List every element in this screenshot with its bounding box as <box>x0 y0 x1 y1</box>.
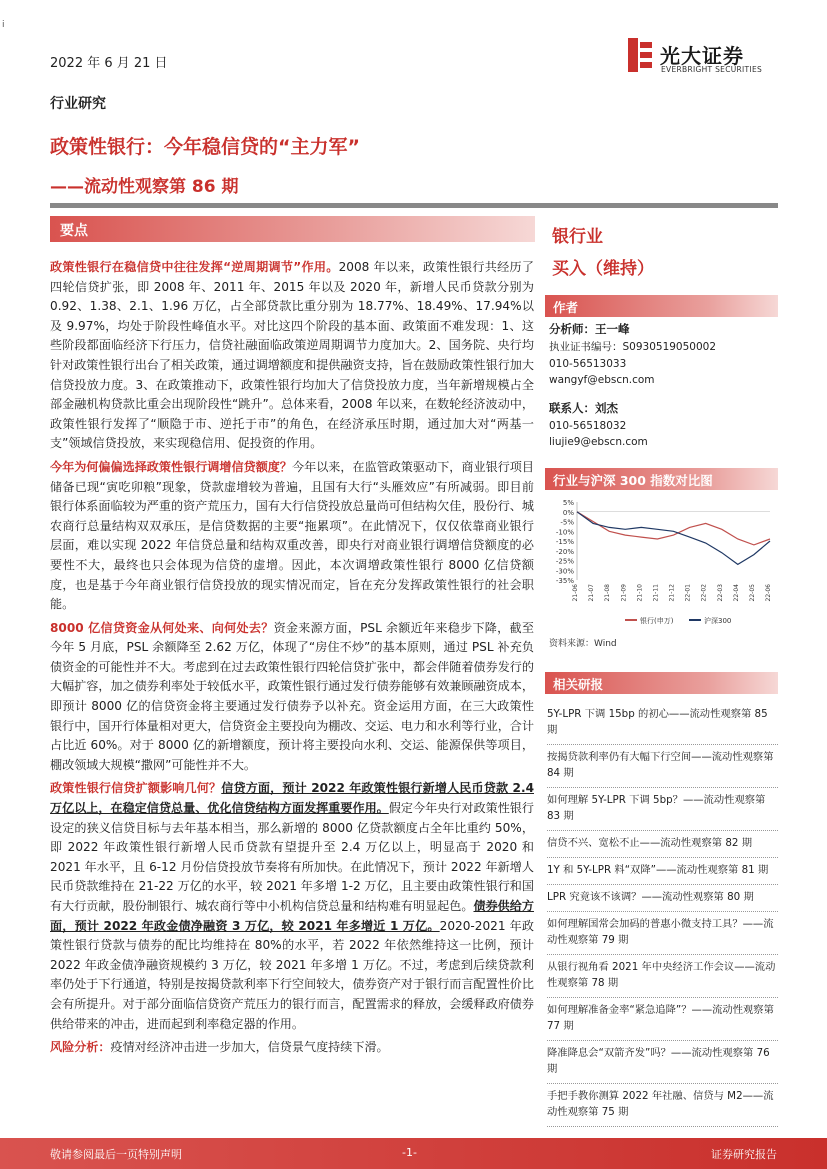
page-footer <box>0 1138 827 1169</box>
related-report-item[interactable]: 手把手教你测算 2022 年社融、信贷与 M2——流动性观察第 75 期 <box>547 1084 778 1127</box>
paragraph-2 <box>50 458 534 615</box>
paragraph-emphasis: 信贷方面，预计 2022 年政策性银行新增人民币贷款 2.4 万亿以上，在稳定信贷总量、优化信贷结构方面发挥重要作用。 <box>50 781 534 816</box>
related-report-item[interactable]: 降准降息会“双箭齐发”吗？——流动性观察第 76 期 <box>547 1041 778 1084</box>
related-report-item[interactable]: LPR 究竟该不该调？——流动性观察第 80 期 <box>547 885 778 912</box>
section-label: 相关研报 <box>553 677 604 692</box>
index-comparison-chart <box>545 492 778 632</box>
x-tick-label: 22-06 <box>765 584 772 602</box>
section-label: 作者 <box>553 300 579 315</box>
page-number: -1- <box>402 1146 417 1159</box>
series-line-hs300 <box>577 512 770 565</box>
paragraph-text: 今年以来，在监管政策驱动下，商业银行项目储备已现“寅吃卯粮”现象，贷款虚增较为普遍，且国有大行“头雁效应”有所减弱。即目前银行体系面临较为严重的资产荒压力，国有大行信贷投放总量尚可但结构欠佳，股份行、城农商行总量结构双双承压，是信贷数据的主要“拖累项”。在此情况下，仅仅依靠商业银行层面，难以实现 2022 年信贷总量和结构双重改善，即央行对商业银行调增信贷额度的必要性不大，最终也只会体现为信贷的虚增。因此，本次调增政策性银行 8000 亿信贷额度，也是基于今年商业银行信贷投放的现实情况而定，旨在充分发挥政策性银行的社会职能。 <box>50 459 534 612</box>
paragraph-5 <box>50 1038 534 1058</box>
paragraph-lead: 风险分析： <box>50 1040 111 1055</box>
related-report-item[interactable]: 信贷不兴、宽松不止——流动性观察第 82 期 <box>547 831 778 858</box>
report-subtitle: ——流动性观察第 86 期 <box>50 177 239 197</box>
series-line-bank <box>577 512 770 545</box>
legend-label: 沪深300 <box>704 617 732 625</box>
x-tick-label: 22-01 <box>684 584 692 602</box>
contact-name: 联系人：刘杰 <box>549 401 618 415</box>
x-tick-label: 21-09 <box>620 584 628 602</box>
paragraph-4 <box>50 779 534 1034</box>
analyst-phone: 010-56513033 <box>549 358 627 370</box>
paragraph-text: 2008 年以来，政策性银行共经历了四轮信贷扩张，即 2008 年、2011 年、2015 年以及 2020 年，新增人民币贷款分别为 0.92、1.38、2.1、1.96 万亿，占全部贷款比重分别为 18.77%、18.49%、17.94%以及 9.97%，均处于阶段性峰值水平。对比这四个阶段的基本面、政策面不难发现：1、这些阶段都面临经济下行压力，信贷社融面临政策逆周期调节力度加大。2、国务院、央行均针对政策性银行出台了相关政策，通过调增额度和提供融资支持，旨在鼓励政策性银行加大信贷投放力度。3、在政策推动下，政策性银行均加大了信贷投放力度，当年新增规模占全部金融机构贷款比重会出现阶段性“跳升”。总体来看，2008 年以来，在数轮经济波动中，政策性银行发挥了“顺隐于市、逆托于市”的角色，在经济承压时期，通过加大对“两基一支”领域信贷投放，来实现稳信用、促投资的作用。 <box>50 260 534 451</box>
x-tick-label: 21-11 <box>652 584 660 602</box>
related-report-item[interactable]: 如何理解国常会加码的普惠小微支持工具？——流动性观察第 79 期 <box>547 912 778 955</box>
x-tick-label: 21-06 <box>572 584 579 602</box>
license-number: 执业证书编号：S0930519050002 <box>549 341 717 353</box>
paragraph-lead: 政策性银行在稳信贷中往往发挥“逆周期调节”作用。 <box>50 260 339 274</box>
sector-name: 银行业 <box>552 227 603 247</box>
paragraph-emphasis: 债券供给方面，预计 2022 年政金债净融资 3 万亿，较 2021 年多增近 1 万亿。 <box>50 899 534 933</box>
related-reports-list <box>547 702 778 1127</box>
contact-email[interactable]: liujie9@ebscn.com <box>549 436 648 448</box>
paragraph-text: 疫情对经济冲击进一步加大，信贷景气度持续下滑。 <box>110 1040 389 1055</box>
related-report-item[interactable]: 按揭贷款利率仍有大幅下行空间——流动性观察第 84 期 <box>547 745 778 788</box>
x-tick-label: 22-04 <box>732 584 740 602</box>
y-tick-label: -10% <box>555 528 574 537</box>
footer-disclaimer: 敬请参阅最后一页特别声明 <box>50 1148 182 1161</box>
paragraph-lead: 今年为何偏偏选择政策性银行调增信贷额度？ <box>50 459 292 474</box>
y-tick-label: -25% <box>555 557 574 566</box>
related-report-item[interactable]: 如何理解准备金率“紧急追降”？——流动性观察第 77 期 <box>547 998 778 1041</box>
chart-section-header <box>545 468 778 490</box>
paragraph-1 <box>50 258 534 454</box>
y-tick-label: -30% <box>555 567 574 576</box>
x-tick-label: 22-03 <box>716 584 724 602</box>
legend-label: 银行(申万) <box>640 617 674 625</box>
related-report-item[interactable]: 1Y 和 5Y-LPR 料“双降”——流动性观察第 81 期 <box>547 858 778 885</box>
x-tick-label: 21-07 <box>588 584 596 602</box>
analyst-email[interactable]: wangyf@ebscn.com <box>549 374 655 386</box>
report-category: 行业研究 <box>50 96 106 112</box>
y-tick-label: -20% <box>555 547 574 556</box>
report-date: 2022 年 6 月 21 日 <box>50 56 168 71</box>
related-report-item[interactable]: 5Y-LPR 下调 15bp 的初心——流动性观察第 85 期 <box>547 702 778 745</box>
everbright-logo-icon <box>628 38 652 72</box>
corner-mark: i <box>2 20 5 30</box>
x-tick-label: 22-02 <box>700 584 708 602</box>
paragraph-text: 资金来源方面，PSL 余额近年来稳步下降，截至今年 5 月底，PSL 余额降至 2.62 万亿，体现了“房住不炒”的基本原则，通过 PSL 补充负债资金的可能性并不大。考虑到在过去政策性银行四轮信贷扩张中，都会伴随着债券发行的大幅扩容，加之债券利率处于较低水平，政策性银行通过发行债券能够有效兼顾融资成本，即预计 8000 亿的信贷资金将主要通过发行债券予以补充。资金运用方面，在三大政策性银行中，国开行体量相对更大，信贷资金主要投向为棚改、交运、电力和水利等行业，合计占比近 60%。对于 8000 亿的新增额度，预计将主要投向水利、交运、能源保供等项目，棚改领域大规模“撒网”可能性并不大。 <box>50 620 534 772</box>
paragraph-text: 假定今年央行对政策性银行设定的狭义信贷目标与去年基本相当，那么新增的 8000 亿贷款额度占全年比重约 50%，即 2022 年政策性银行新增人民币贷款有望提升至 2.4 万亿以上，明显高于 2020 和 2021 年水平，且 6-12 月份信贷投放节奏将有所加快。在此情况下，预计 2022 年新增人民币贷款维持在 21-22 万亿的水平，较 2021 年多增 1-2 万亿，且主要由政策性银行和国有大行贡献，股份制银行、城农商行等中小机构信贷总量和结构难有明显起色。 <box>50 801 534 913</box>
header-divider <box>50 203 778 208</box>
logo-text-cn: 光大证券 <box>660 44 744 68</box>
related-report-item[interactable]: 从银行视角看 2021 年中央经济工作会议——流动性观察第 78 期 <box>547 955 778 998</box>
x-tick-label: 21-08 <box>604 584 612 602</box>
contact-phone: 010-56518032 <box>549 420 627 432</box>
brand-logo <box>628 38 778 78</box>
author-section-header <box>545 295 778 317</box>
y-tick-label: -15% <box>555 538 574 546</box>
related-section-header <box>545 672 778 694</box>
paragraph-lead: 8000 亿信贷资金从何处来、向何处去？ <box>50 620 274 635</box>
logo-text-en: EVERBRIGHT SECURITIES <box>661 65 763 74</box>
chart-svg <box>545 492 778 632</box>
paragraph-lead: 政策性银行信贷扩额影响几何？ <box>50 781 222 796</box>
keypoints-header <box>50 216 535 242</box>
section-label: 行业与沪深 300 指数对比图 <box>553 473 713 488</box>
y-tick-label: 0% <box>562 508 574 517</box>
y-tick-label: -5% <box>560 518 574 527</box>
footer-report-type: 证券研究报告 <box>711 1148 777 1161</box>
investment-rating: 买入（维持） <box>552 259 654 279</box>
y-tick-label: -35% <box>555 577 574 585</box>
x-tick-label: 21-10 <box>636 584 644 602</box>
report-title: 政策性银行：今年稳信贷的“主力军” <box>50 136 360 158</box>
related-report-item[interactable]: 如何理解 5Y-LPR 下调 5bp？——流动性观察第 83 期 <box>547 788 778 831</box>
x-tick-label: 22-05 <box>748 584 756 602</box>
paragraph-3 <box>50 619 534 776</box>
paragraph-text: 2020-2021 年政策性银行贷款与债券的配比均维持在 80%的水平，若 2022 年依然维持这一比例，预计 2022 年政金债净融资规模约 3 万亿，较 2021 年多增 1 万亿。不过，考虑到后续贷款利率仍处于下行通道，特别是按揭贷款利率下行空间较大，债券资产对于银行而言配置性价比会有所提升。对于部分面临信贷资产荒压力的银行而言，配置需求的释放，会缓释政府债券供给带来的冲击，进而起到利率稳定器的作用。 <box>50 918 534 1031</box>
x-tick-label: 21-12 <box>668 584 676 602</box>
keypoints-label: 要点 <box>60 223 88 239</box>
y-tick-label: 5% <box>562 499 574 507</box>
analyst-name: 分析师：王一峰 <box>549 322 630 336</box>
chart-source: 资料来源：Wind <box>549 639 617 649</box>
keypoints-body <box>50 258 534 1062</box>
